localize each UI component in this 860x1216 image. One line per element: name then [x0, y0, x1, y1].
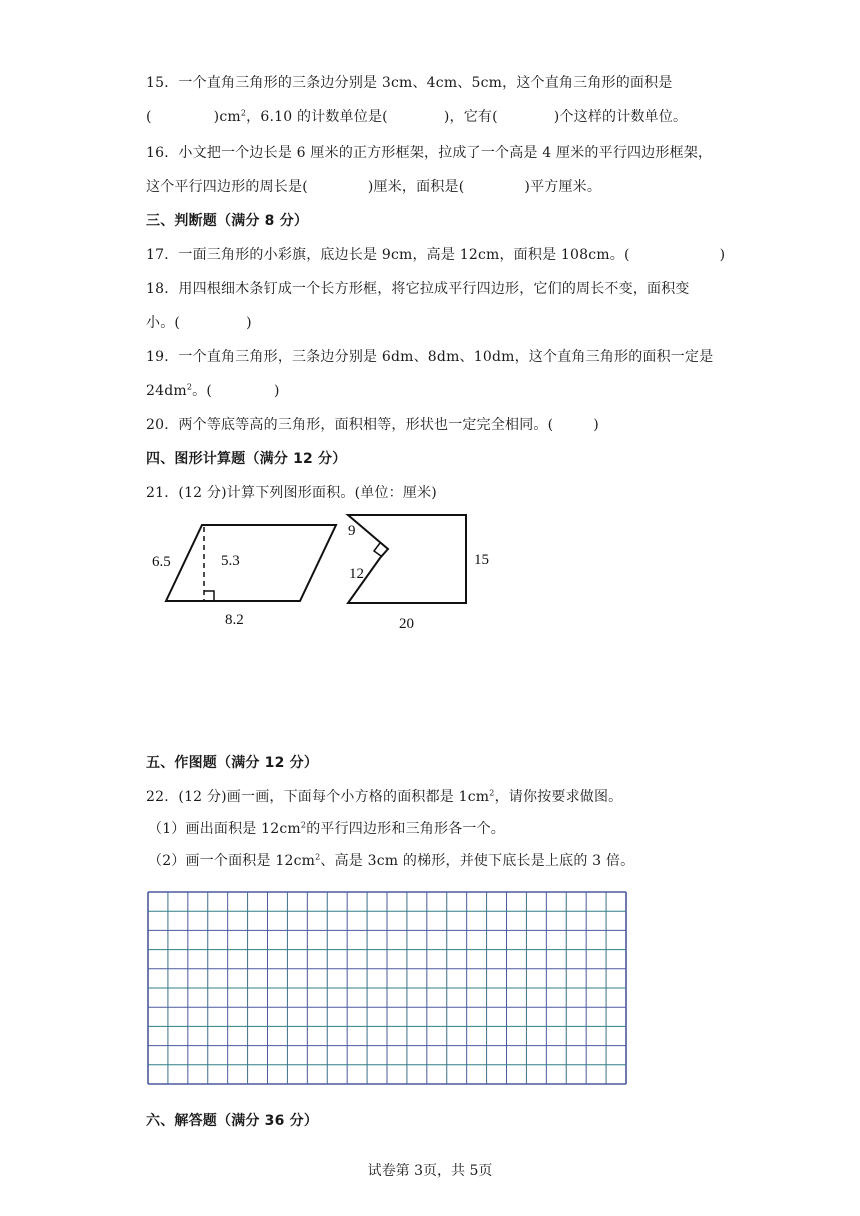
q17-paren-close: ) — [719, 247, 726, 263]
q22-item1-sup: 2 — [300, 820, 307, 830]
q20-text: 20．两个等底等高的三角形，面积相等，形状也一定完全相同。( — [146, 417, 554, 433]
q18-paren-close: ) — [246, 315, 252, 331]
q21-figures — [140, 505, 500, 635]
q18-line2 — [146, 312, 252, 332]
section-6-title: 六、解答题（满分 36 分） — [146, 1113, 319, 1129]
q19-area-sup: 2 — [186, 382, 193, 392]
section-3-title: 三、判断题（满分 8 分） — [146, 213, 309, 229]
q20 — [146, 414, 599, 434]
drawing-grid[interactable] — [146, 890, 628, 1088]
q16-text-c: )平方厘米。 — [524, 179, 602, 195]
q15-text-e: )个这样的计数单位。 — [553, 109, 688, 125]
q22-item2 — [148, 850, 634, 870]
q22-text-a: 22．(12 分)画一画，下面每个小方格的面积都是 1cm — [146, 789, 490, 805]
q22-text-b: ，请你按要求做图。 — [494, 789, 623, 805]
q16-text-a: 这个平行四边形的周长是( — [146, 179, 308, 195]
parallelogram-base-label: 8.2 — [225, 612, 244, 628]
q19-area: 24dm — [146, 383, 187, 399]
q15-text-c: ，6.10 的计数单位是( — [246, 109, 388, 125]
parallelogram-shape — [166, 525, 336, 601]
parallelogram-right-angle-mark — [204, 591, 214, 601]
section-5-title: 五、作图题（满分 12 分） — [146, 755, 319, 771]
composite-left-lower-label: 12 — [349, 566, 364, 582]
composite-top-left-label: 9 — [348, 523, 356, 539]
q22-item2-b: 、高是 3cm 的梯形，并使下底长是上底的 3 倍。 — [320, 853, 635, 869]
q22-item1 — [148, 818, 505, 838]
composite-bottom-label: 20 — [399, 616, 414, 632]
q22-item2-sup: 2 — [315, 852, 321, 862]
q16-text-b: )厘米，面积是( — [367, 179, 465, 195]
q22-item2-a: （2）画一个面积是 12cm — [148, 853, 316, 869]
q15-unit-sup: 2 — [240, 108, 247, 118]
page-footer: 试卷第 3页，共 5页 — [367, 1163, 493, 1179]
q15-line1: 15．一个直角三角形的三条边分别是 3cm、4cm、5cm，这个直角三角形的面积是 — [146, 75, 673, 91]
q15-paren-open: ( — [146, 109, 152, 125]
q22-item1-a: （1）画出面积是 12cm — [148, 821, 301, 837]
q18-text: 小。( — [146, 315, 181, 331]
q16-line1: 16．小文把一个边长是 6 厘米的正方形框架，拉成了一个高是 4 厘米的平行四边形框架， — [146, 145, 713, 161]
q19-paren-close: ) — [274, 383, 280, 399]
q20-paren-close: ) — [593, 417, 599, 433]
q21-text: 21．(12 分)计算下列图形面积。(单位：厘米) — [146, 485, 437, 501]
composite-right-label: 15 — [474, 552, 489, 568]
q15-unit: )cm — [213, 109, 241, 125]
q22-item1-b: 的平行四边形和三角形各一个。 — [306, 821, 505, 837]
q18-line1: 18．用四根细木条钉成一个长方形框，将它拉成平行四边形，它们的周长不变，面积变 — [146, 281, 690, 297]
q22-text-sup: 2 — [489, 788, 495, 798]
parallelogram-height-label: 5.3 — [221, 553, 240, 569]
parallelogram-side-label: 6.5 — [152, 554, 171, 570]
q19-text: 。( — [192, 383, 213, 399]
q17 — [146, 244, 725, 264]
composite-right-angle-mark — [374, 543, 381, 556]
q16-line2 — [146, 176, 601, 196]
q15-text-d: )，它有( — [443, 109, 498, 125]
q19-line2 — [146, 380, 280, 400]
q22-text — [146, 786, 622, 806]
q17-text: 17．一面三角形的小彩旗，底边长是 9cm，高是 12cm，面积是 108cm。( — [146, 247, 630, 263]
composite-shape — [348, 515, 466, 603]
q19-line1: 19．一个直角三角形，三条边分别是 6dm、8dm、10dm，这个直角三角形的面积一定是 — [146, 349, 714, 365]
section-4-title: 四、图形计算题（满分 12 分） — [146, 451, 347, 467]
q15-line2 — [146, 106, 687, 126]
